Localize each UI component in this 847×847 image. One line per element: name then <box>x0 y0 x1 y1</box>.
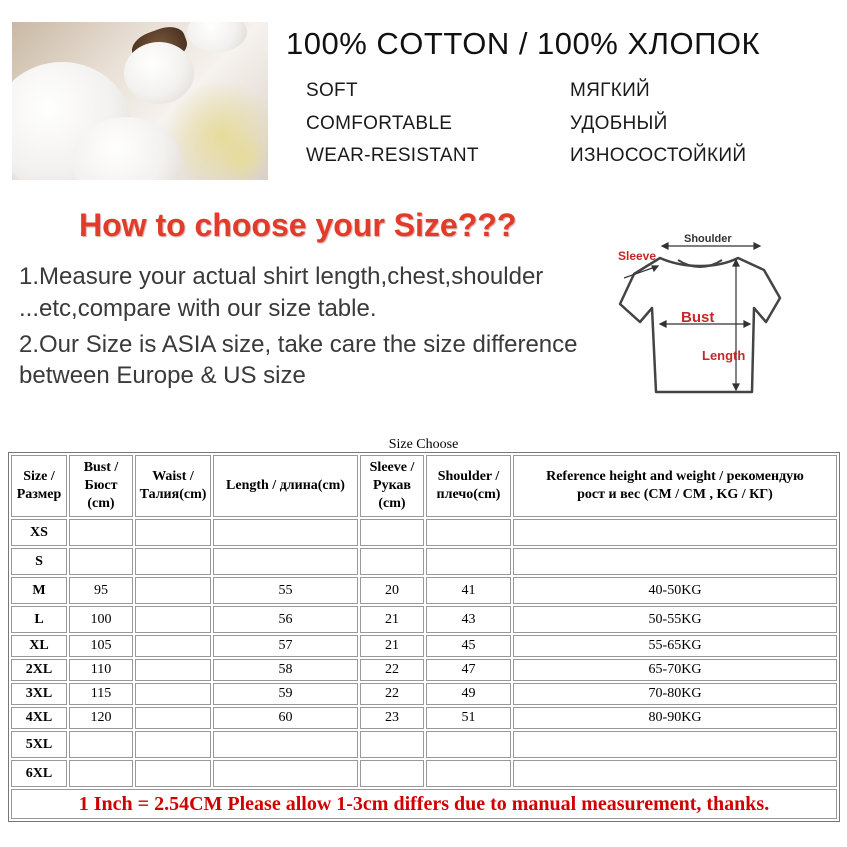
step-1-line-1: 1.Measure your actual shirt length,chest,shoulder <box>19 263 544 290</box>
tshirt-measurement-diagram <box>612 226 782 396</box>
size-cell: 2XL <box>11 659 67 681</box>
table-row <box>11 635 837 657</box>
reference-cell: 80-90KG <box>513 707 837 729</box>
reference-cell <box>513 519 837 546</box>
length-cell <box>213 519 358 546</box>
waist-cell <box>135 707 211 729</box>
header-shoulder: Shoulder / плечо(cm) <box>426 455 511 517</box>
sleeve-cell: 21 <box>360 606 424 633</box>
shoulder-label: Shoulder <box>684 233 732 245</box>
length-label: Length <box>702 348 746 363</box>
table-row <box>11 731 837 758</box>
length-cell: 56 <box>213 606 358 633</box>
length-cell: 55 <box>213 577 358 604</box>
length-cell: 57 <box>213 635 358 657</box>
shoulder-cell: 41 <box>426 577 511 604</box>
reference-cell: 40-50KG <box>513 577 837 604</box>
reference-cell: 55-65KG <box>513 635 837 657</box>
length-cell <box>213 760 358 787</box>
feature-wear-resistant: WEAR-RESISTANT <box>306 145 479 166</box>
bust-cell: 110 <box>69 659 133 681</box>
sleeve-cell: 22 <box>360 683 424 705</box>
table-row <box>11 760 837 787</box>
sleeve-cell: 23 <box>360 707 424 729</box>
bust-cell: 115 <box>69 683 133 705</box>
sleeve-cell <box>360 519 424 546</box>
header-size: Size / Размер <box>11 455 67 517</box>
shoulder-cell: 47 <box>426 659 511 681</box>
feature-wear-resistant-ru: ИЗНОСОСТОЙКИЙ <box>570 145 747 166</box>
table-row <box>11 548 837 575</box>
size-cell: 4XL <box>11 707 67 729</box>
step-2-line-1: 2.Our Size is ASIA size, take care the size difference <box>19 331 578 358</box>
shoulder-cell <box>426 731 511 758</box>
table-row <box>11 707 837 729</box>
bust-cell <box>69 731 133 758</box>
reference-cell <box>513 760 837 787</box>
shoulder-cell <box>426 548 511 575</box>
reference-cell <box>513 731 837 758</box>
waist-cell <box>135 659 211 681</box>
size-cell: XS <box>11 519 67 546</box>
step-2-line-2: between Europe & US size <box>19 362 306 389</box>
feature-soft-ru: МЯГКИЙ <box>570 80 651 101</box>
shoulder-cell: 45 <box>426 635 511 657</box>
size-table-caption: Size Choose <box>388 437 459 452</box>
table-row <box>11 683 837 705</box>
shoulder-cell: 51 <box>426 707 511 729</box>
sleeve-cell: 22 <box>360 659 424 681</box>
table-row <box>11 659 837 681</box>
sleeve-cell <box>360 548 424 575</box>
waist-cell <box>135 731 211 758</box>
bust-cell: 120 <box>69 707 133 729</box>
bust-cell: 105 <box>69 635 133 657</box>
size-table <box>8 452 840 822</box>
feature-comfortable: COMFORTABLE <box>306 113 453 134</box>
header-bust: Bust / Бюст (cm) <box>69 455 133 517</box>
reference-cell: 50-55KG <box>513 606 837 633</box>
size-guide-title: How to choose your Size??? <box>79 207 517 243</box>
header-sleeve: Sleeve / Рукав (cm) <box>360 455 424 517</box>
waist-cell <box>135 548 211 575</box>
waist-cell <box>135 760 211 787</box>
length-cell <box>213 548 358 575</box>
shoulder-cell <box>426 519 511 546</box>
bust-cell <box>69 519 133 546</box>
table-row <box>11 577 837 604</box>
reference-cell <box>513 548 837 575</box>
header-waist: Waist / Талия(cm) <box>135 455 211 517</box>
length-cell: 59 <box>213 683 358 705</box>
cotton-photo <box>12 22 268 180</box>
length-cell: 60 <box>213 707 358 729</box>
size-cell: 3XL <box>11 683 67 705</box>
measurement-note: 1 Inch = 2.54CM Please allow 1-3cm differs due to manual measurement, thanks. <box>11 789 837 819</box>
size-cell: 5XL <box>11 731 67 758</box>
size-cell: M <box>11 577 67 604</box>
length-cell <box>213 731 358 758</box>
table-footer-row <box>11 789 837 819</box>
sleeve-cell <box>360 760 424 787</box>
sleeve-cell <box>360 731 424 758</box>
step-1-line-2: ...etc,compare with our size table. <box>19 295 377 322</box>
size-cell: XL <box>11 635 67 657</box>
material-title: 100% COTTON / 100% ХЛОПОК <box>286 26 761 61</box>
reference-cell: 65-70KG <box>513 659 837 681</box>
table-header-row <box>11 455 837 517</box>
waist-cell <box>135 519 211 546</box>
waist-cell <box>135 683 211 705</box>
bust-cell: 95 <box>69 577 133 604</box>
shoulder-cell: 49 <box>426 683 511 705</box>
length-cell: 58 <box>213 659 358 681</box>
shoulder-cell: 43 <box>426 606 511 633</box>
table-row <box>11 606 837 633</box>
header-length: Length / длина(cm) <box>213 455 358 517</box>
header-reference: Reference height and weight / рекомендую рост и вес (CM / CM , KG / КГ) <box>513 455 837 517</box>
sleeve-cell: 21 <box>360 635 424 657</box>
size-cell: 6XL <box>11 760 67 787</box>
sleeve-cell: 20 <box>360 577 424 604</box>
size-cell: S <box>11 548 67 575</box>
bust-cell <box>69 548 133 575</box>
waist-cell <box>135 606 211 633</box>
waist-cell <box>135 577 211 604</box>
waist-cell <box>135 635 211 657</box>
bust-cell <box>69 760 133 787</box>
reference-cell: 70-80KG <box>513 683 837 705</box>
bust-cell: 100 <box>69 606 133 633</box>
sleeve-label: Sleeve <box>618 249 657 263</box>
bust-label: Bust <box>681 309 715 326</box>
feature-soft: SOFT <box>306 80 358 101</box>
size-cell: L <box>11 606 67 633</box>
table-row <box>11 519 837 546</box>
feature-comfortable-ru: УДОБНЫЙ <box>570 113 668 134</box>
shoulder-cell <box>426 760 511 787</box>
